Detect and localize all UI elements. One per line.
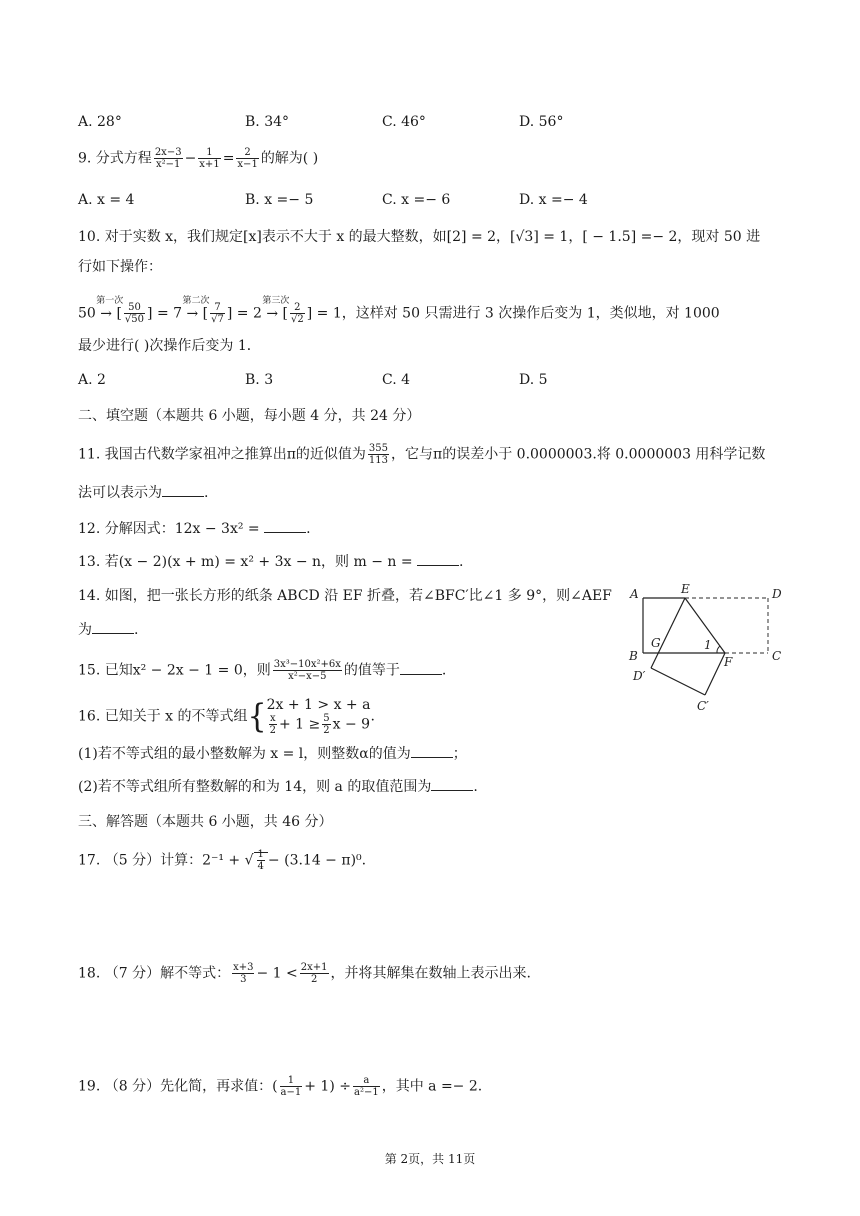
answer-blank[interactable] (400, 662, 442, 675)
q8-option-c: C. 46° (382, 114, 426, 130)
q10-line4: 最少进行( )次操作后变为 1． (78, 338, 261, 354)
section-3-heading: 三、解答题（本题共 6 小题，共 46 分） (78, 814, 333, 830)
answer-blank[interactable] (411, 745, 453, 758)
q9-option-d: D. x =− 4 (519, 192, 588, 208)
q15: 15. 已知x² − 2x − 1 = 0，则 $\frac{\text{3x³−10x²+6x}}{\text{x²−x−5}}$ 的值等于 . (78, 659, 447, 682)
answer-blank[interactable] (264, 520, 306, 533)
answer-blank[interactable] (431, 778, 473, 791)
answer-blank[interactable] (162, 484, 204, 497)
q16-stem: 16. 已知关于 x 的不等式组{ 2x + 1 > x + a $\frac{x}{2}$ + 1 ≥ $\frac{5}{2}$ x − 9 . (78, 696, 375, 736)
q9-stem: 9. 分式方程 $\frac{2x-3}{\text{x²−1}}$ − $\frac{1}{x+1}$ = $\frac{2}{x-1}$ 的解为( ) (78, 147, 319, 170)
step-label-2: 第二次 (182, 295, 210, 306)
q10-option-b: B. 3 (245, 372, 274, 388)
q19: 19. （8 分）先化简，再求值：( $\frac{1}{a-1}$ + 1) ÷ $\frac{a}{\text{a²−1}}$ ，其中 a =− 2. (78, 1075, 483, 1098)
q8-option-a: A. 28° (78, 114, 122, 130)
q18: 18. （7 分）解不等式： $\frac{x+3}{3}$ − 1 < $\frac{2x+1}{2}$ ，并将其解集在数轴上表示出来. (78, 962, 531, 985)
q10-line1: 10. 对于实数 x，我们规定[x]表示不大于 x 的最大整数，如[2] = 2，[√3] = 1，[ − 1.5] =− 2，现对 50 进 (78, 229, 761, 245)
label-b: B (629, 649, 638, 663)
q16-part2: (2)若不等式组所有整数解的和为 14，则 a 的取值范围为 . (78, 779, 478, 795)
fold-figure (625, 582, 795, 718)
answer-blank[interactable] (417, 553, 459, 566)
q8-option-b: B. 34° (245, 114, 290, 130)
q10-line3: 50 → 第一次 [ $\frac{50}{√50}$ ] = 7 → 第二次 [ $\frac{7}{√7}$ ] = 2 → 第三次 [ $\frac{2}{√2}$ ] = 1，这样对 50 只需进行 3 次操作后变为 1，类似地，对 1000 (78, 302, 720, 325)
label-a: A (630, 587, 639, 601)
q13: 13. 若(x − 2)(x + m) = x² + 3x − n，则 m − n = . (78, 554, 464, 570)
q17: 17. （5 分）计算：2⁻¹ + √ $\frac{1}{4}$ − (3.14 − π)⁰. (78, 849, 367, 872)
q12: 12. 分解因式：12x − 3x² = . (78, 521, 311, 537)
label-g: G (651, 636, 661, 650)
q9-option-c: C. x =− 6 (382, 192, 451, 208)
q11-line2: 法可以表示为 . (78, 485, 209, 501)
q10-option-c: C. 4 (382, 372, 411, 388)
q16-part1: (1)若不等式组的最小整数解为 x = l，则整数α的值为 ； (78, 746, 467, 762)
answer-blank[interactable] (92, 621, 134, 634)
step-label-3: 第三次 (262, 295, 290, 306)
q9-option-b: B. x =− 5 (245, 192, 314, 208)
step-label-1: 第一次 (96, 295, 124, 306)
page-footer: 第 2页，共 11页 (384, 1152, 476, 1166)
q14-line1: 14. 如图，把一张长方形的纸条 ABCD 沿 EF 折叠，若∠BFC′比∠1 多 9°，则∠AEF (78, 588, 612, 604)
q10-option-a: A. 2 (78, 372, 106, 388)
label-c: C (772, 649, 782, 663)
q8-option-d: D. 56° (519, 114, 564, 130)
label-d-prime: D′ (633, 669, 646, 683)
label-1: 1 (704, 638, 712, 652)
q9-option-a: A. x = 4 (78, 192, 135, 208)
label-d: D (772, 587, 782, 601)
section-2-heading: 二、填空题（本题共 6 小题，每小题 4 分，共 24 分） (78, 408, 421, 424)
q14-line2: 为 . (78, 622, 139, 638)
label-c-prime: C′ (697, 699, 709, 713)
label-f: F (724, 655, 733, 669)
q10-option-d: D. 5 (519, 372, 548, 388)
label-e: E (681, 582, 690, 596)
q10-line2: 行如下操作： (78, 259, 162, 275)
q11-line1: 11. 我国古代数学家祖冲之推算出π的近似值为 $\frac{355}{113}$ ，它与π的误差小于 0.0000003.将 0.0000003 用科学记数 (78, 443, 766, 466)
